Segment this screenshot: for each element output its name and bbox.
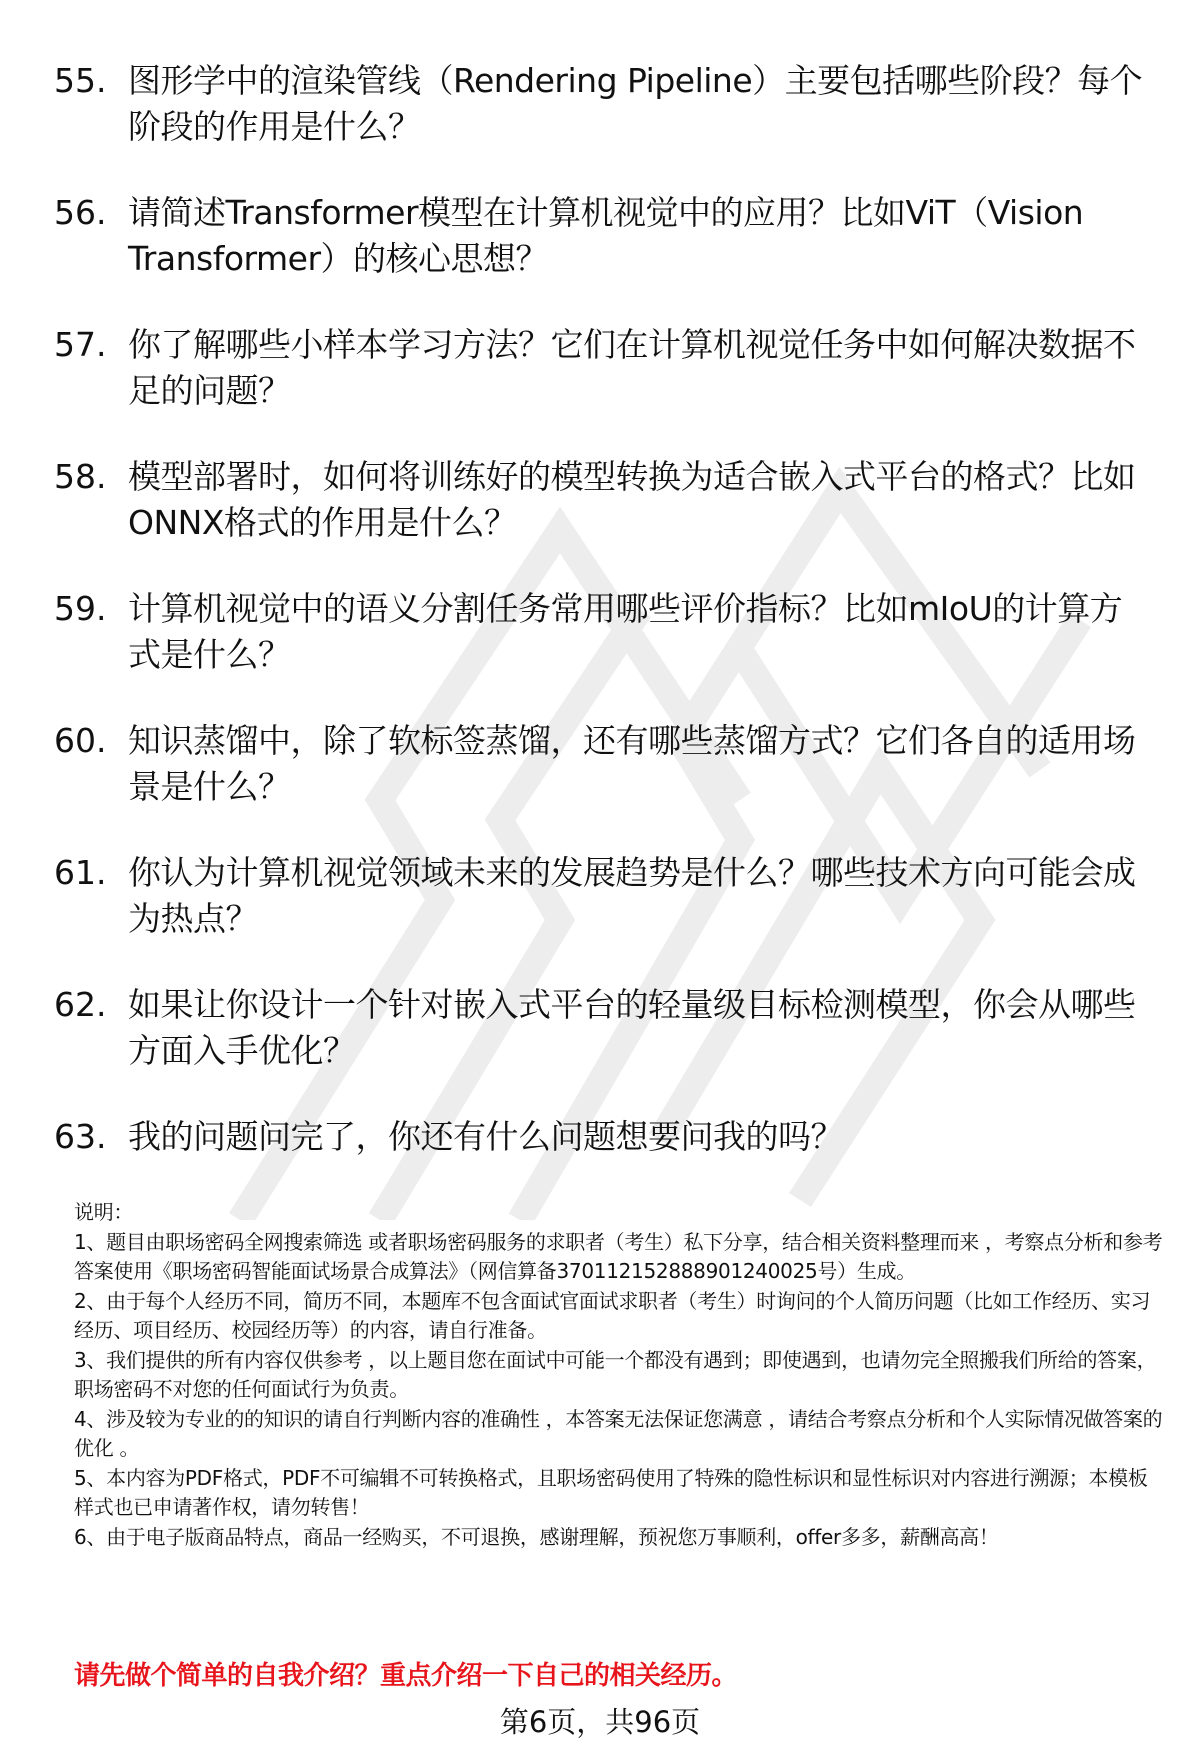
notes-section	[74, 1198, 1164, 1552]
question-text: 我的问题问完了，你还有什么问题想要问我的吗？	[128, 1117, 843, 1156]
question-text: 如果让你设计一个针对嵌入式平台的轻量级目标检测模型，你会从哪些方面入手优化？	[128, 985, 1136, 1070]
question-number: 63.	[54, 1117, 107, 1156]
question-number: 57.	[54, 325, 107, 364]
question-text: 知识蒸馏中，除了软标签蒸馏，还有哪些蒸馏方式？它们各自的适用场景是什么？	[128, 721, 1136, 806]
question-item	[54, 454, 1154, 546]
question-text: 图形学中的渲染管线（Rendering Pipeline）主要包括哪些阶段？每个阶段的作用是什么？	[128, 61, 1143, 146]
question-text: 请简述Transformer模型在计算机视觉中的应用？比如ViT（Vision Transformer）的核心思想？	[128, 193, 1084, 278]
question-text: 模型部署时，如何将训练好的模型转换为适合嵌入式平台的格式？比如ONNX格式的作用是什么？	[128, 457, 1136, 542]
question-number: 62.	[54, 985, 107, 1024]
note-item: 3、我们提供的所有内容仅供参考 ，以上题目您在面试中可能一个都没有遇到；即使遇到，也请勿完全照搬我们所给的答案，职场密码不对您的任何面试行为负责。	[74, 1347, 1157, 1401]
question-item	[54, 850, 1154, 942]
highlight-prompt: 请先做个简单的自我介绍？重点介绍一下自己的相关经历。	[74, 1661, 738, 1691]
question-number: 60.	[54, 721, 107, 760]
question-number: 59.	[54, 589, 107, 628]
question-list	[54, 58, 1154, 1160]
note-item: 1、题目由职场密码全网搜索筛选 或者职场密码服务的求职者（考生）私下分享，结合相关资料整理而来 ，考察点分析和参考答案使用《职场密码智能面试场景合成算法》（网信算备370112152888901240025号）生成。	[74, 1229, 1163, 1283]
note-item: 2、由于每个人经历不同，简历不同，本题库不包含面试官面试求职者（考生）时询问的个人简历问题（比如工作经历、实习经历、项目经历、校园经历等）的内容，请自行准备。	[74, 1288, 1151, 1342]
question-item	[54, 58, 1154, 150]
note-item: 4、涉及较为专业的的知识的请自行判断内容的准确性 ，本答案无法保证您满意 ，请结合考察点分析和个人实际情况做答案的优化 。	[74, 1406, 1163, 1460]
question-number: 61.	[54, 853, 107, 892]
question-item	[54, 586, 1154, 678]
question-item	[54, 190, 1154, 282]
question-text: 你认为计算机视觉领域未来的发展趋势是什么？哪些技术方向可能会成为热点？	[128, 853, 1136, 938]
page-number: 第6页，共96页	[499, 1705, 701, 1739]
question-item	[54, 718, 1154, 810]
note-item: 5、本内容为PDF格式，PDF不可编辑不可转换格式，且职场密码使用了特殊的隐性标识和显性标识对内容进行溯源；本模板样式也已申请著作权，请勿转售！	[74, 1465, 1148, 1519]
question-text: 你了解哪些小样本学习方法？它们在计算机视觉任务中如何解决数据不足的问题？	[128, 325, 1136, 410]
question-item	[54, 1114, 1154, 1160]
question-number: 55.	[54, 61, 107, 100]
question-number: 58.	[54, 457, 107, 496]
notes-title: 说明：	[74, 1200, 134, 1224]
note-item: 6、由于电子版商品特点，商品一经购买，不可退换，感谢理解，预祝您万事顺利，offer多多，薪酬高高！	[74, 1524, 999, 1549]
question-number: 56.	[54, 193, 107, 232]
question-item	[54, 322, 1154, 414]
question-text: 计算机视觉中的语义分割任务常用哪些评价指标？比如mIoU的计算方式是什么？	[128, 589, 1123, 674]
question-item	[54, 982, 1154, 1074]
